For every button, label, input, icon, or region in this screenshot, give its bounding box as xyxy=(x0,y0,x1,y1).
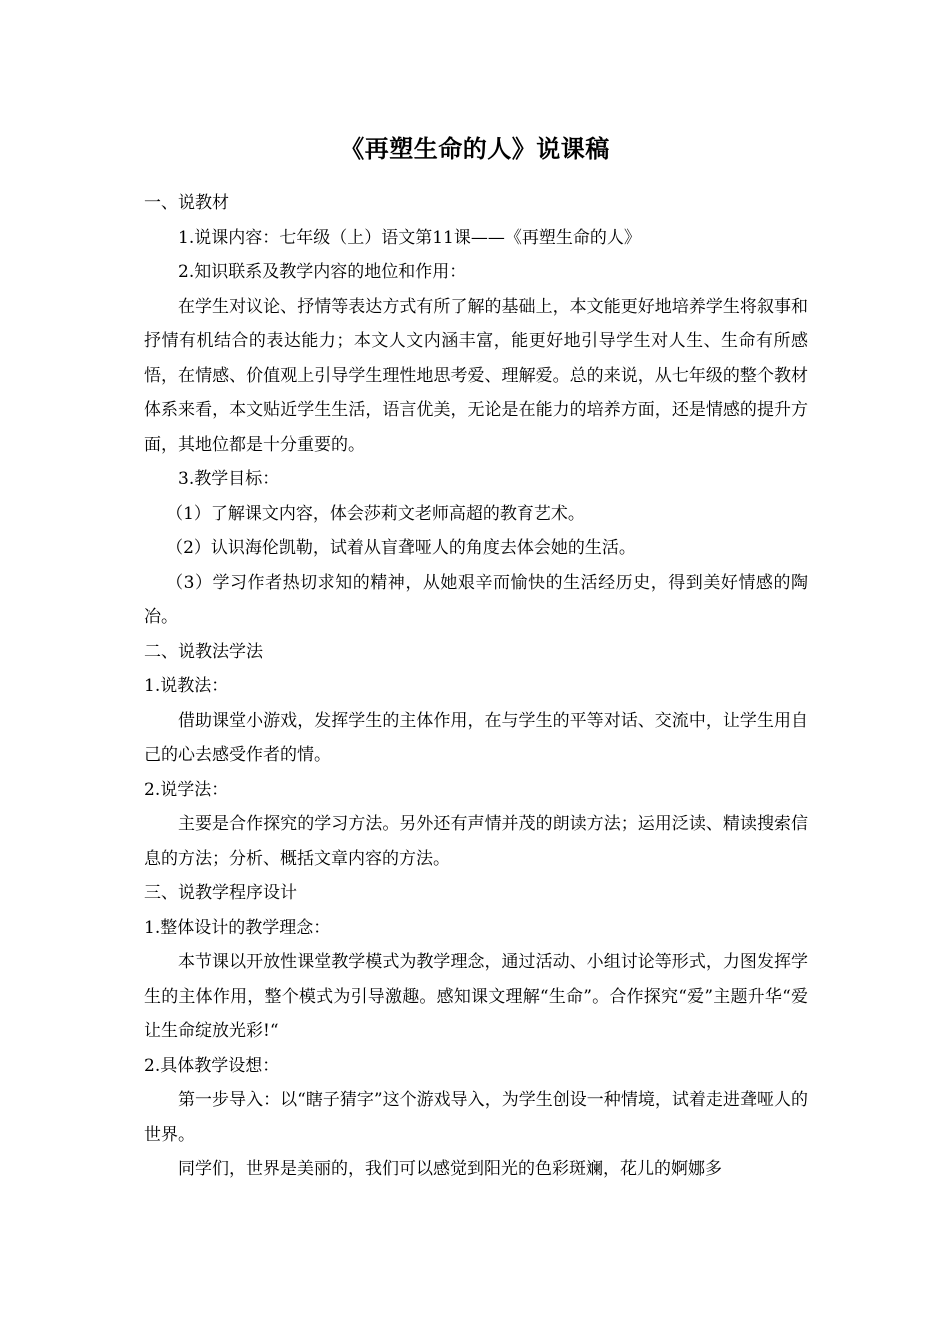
paragraph-teaching-method-body: 借助课堂小游戏，发挥学生的主体作用，在与学生的平等对话、交流中，让学生用自己的心去感受作者的情。 xyxy=(144,710,808,765)
section-heading-methods: 二、说教法学法 xyxy=(144,641,263,662)
objective-item-3: （3）学习作者热切求知的精神，从她艰辛而愉快的生活经历史，得到美好情感的陶冶。 xyxy=(144,572,808,627)
paragraph-intro-speech: 同学们，世界是美丽的，我们可以感觉到阳光的色彩斑斓，花儿的婀娜多 xyxy=(178,1159,722,1179)
paragraph-learning-method-heading: 2.说学法： xyxy=(144,779,229,800)
paragraph-design-concept-heading: 1.整体设计的教学理念： xyxy=(144,917,331,938)
document-body xyxy=(144,186,808,1187)
paragraph-teaching-plan-heading: 2.具体教学设想： xyxy=(144,1055,280,1076)
paragraph-design-concept-body: 本节课以开放性课堂教学模式为教学理念，通过活动、小组讨论等形式，力图发挥学生的主体作用，整个模式为引导激趣。感知课文理解“生命”。合作探究“爱”主题升华“爱让生命绽放光彩!“ xyxy=(144,952,808,1041)
page-title: 《再塑生命的人》说课稿 xyxy=(340,134,610,163)
paragraph-teaching-method-heading: 1.说教法： xyxy=(144,676,229,696)
section-heading-procedure: 三、说教学程序设计 xyxy=(144,883,297,903)
paragraph-objectives-heading: 3.教学目标： xyxy=(178,469,280,489)
section-heading-teaching-material: 一、说教材 xyxy=(144,193,229,213)
paragraph-knowledge-link-body: 在学生对议论、抒情等表达方式有所了解的基础上，本文能更好地培养学生将叙事和抒情有机结合的表达能力；本文人文内涵丰富，能更好地引导学生对人生、生命有所感悟，在情感、价值观上引导学生理性地思考爱、理解爱。总的来说，从七年级的整个教材体系来看，本文贴近学生生活，语言优美，无论是在能力的培养方面，还是情感的提升方面，其地位都是十分重要的。 xyxy=(144,296,808,455)
objective-item-1: （1）了解课文内容，体会莎莉文老师高超的教育艺术。 xyxy=(166,503,585,524)
paragraph-knowledge-link-heading: 2.知识联系及教学内容的地位和作用： xyxy=(178,262,467,282)
paragraph-learning-method-body: 主要是合作探究的学习方法。另外还有声情并茂的朗读方法；运用泛读、精读搜索信息的方法；分析、概括文章内容的方法。 xyxy=(144,814,808,869)
objective-item-2: （2）认识海伦凯勒，试着从盲聋哑人的角度去体会她的生活。 xyxy=(166,538,636,558)
paragraph-lesson-content: 1.说课内容：七年级（上）语文第11课——《再塑生命的人》 xyxy=(178,227,641,248)
paragraph-step-one: 第一步导入：以“瞎子猜字”这个游戏导入，为学生创设一种情境，试着走进聋哑人的世界。 xyxy=(144,1090,808,1145)
